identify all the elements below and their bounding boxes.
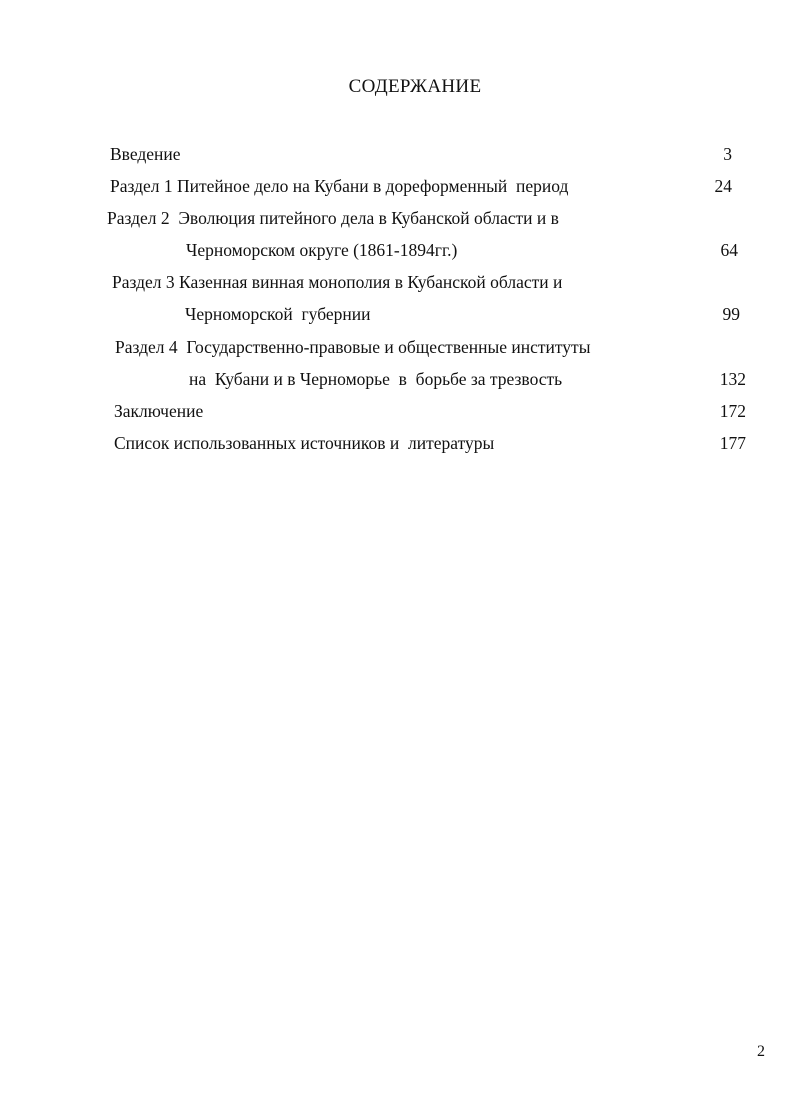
toc-page-section-2: 64 — [720, 240, 738, 260]
toc-page-introduction: 3 — [723, 144, 732, 164]
toc-entry-section-3-cont: Черноморской губернии — [185, 304, 371, 324]
toc-entry-section-1: Раздел 1 Питейное дело на Кубани в дореформенный период — [110, 176, 569, 196]
toc-entry-section-2: Раздел 2 Эволюция питейного дела в Кубанской области и в — [107, 208, 559, 228]
toc-entry-conclusion: Заключение — [114, 401, 204, 421]
toc-entry-bibliography: Список использованных источников и литературы — [114, 433, 495, 453]
toc-entry-section-4-cont: на Кубани и в Черноморье в борьбе за трезвость — [189, 369, 563, 389]
document-title: СОДЕРЖАНИЕ — [348, 76, 482, 97]
toc-page-bibliography: 177 — [719, 433, 746, 453]
toc-page-section-4: 132 — [719, 369, 746, 389]
toc-entry-section-4: Раздел 4 Государственно-правовые и общественные институты — [115, 337, 591, 357]
toc-page-conclusion: 172 — [719, 401, 746, 421]
toc-entry-section-3: Раздел 3 Казенная винная монополия в Кубанской области и — [112, 272, 563, 292]
toc-page-section-1: 24 — [714, 176, 732, 196]
toc-page-section-3: 99 — [722, 304, 740, 324]
page-number: 2 — [757, 1043, 765, 1060]
toc-entry-introduction: Введение — [110, 144, 181, 164]
toc-entry-section-2-cont: Черноморском округе (1861-1894гг.) — [186, 240, 458, 260]
